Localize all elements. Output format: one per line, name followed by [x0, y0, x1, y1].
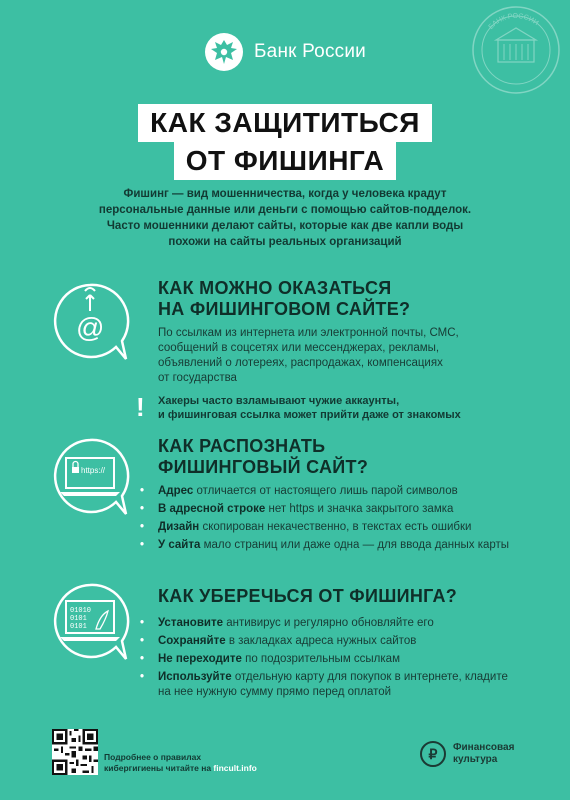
svg-text:0101: 0101 — [70, 623, 87, 631]
list-item: • Сохраняйте в закладках адреса нужных сайтов — [158, 634, 518, 649]
section2-list — [158, 484, 518, 556]
svg-text:БАНК РОССИИ: БАНК РОССИИ — [487, 12, 540, 31]
phishing-hook-icon — [50, 281, 130, 361]
svg-text:01010: 01010 — [70, 607, 92, 615]
section1-text: По ссылкам из интернета или электронной почты, СМС, сообщений в соцсетях или мессенджерах, рекламы, объявлений о лотереях, распродажах, компенсациях от государства — [158, 327, 459, 384]
laptop-lock-icon — [50, 436, 130, 516]
section2-title: КАК РАСПОЗНАТЬ ФИШИНГОВЫЙ САЙТ? — [158, 436, 369, 477]
svg-text:@: @ — [76, 312, 105, 343]
page-title-line-1: КАК ЗАЩИТИТЬСЯ — [138, 104, 432, 142]
list-item: • Адрес отличается от настоящего лишь парой символов — [158, 484, 518, 499]
list-item: • В адресной строке нет https и значка закрытого замка — [158, 502, 518, 517]
title-line-2-box — [0, 142, 570, 180]
svg-text:https://: https:// — [81, 466, 106, 475]
list-item: • Не переходите по подозрительным ссылкам — [158, 652, 518, 667]
section3-title: КАК УБЕРЕЧЬСЯ ОТ ФИШИНГА? — [158, 586, 458, 606]
fincult-link[interactable]: fincult.info — [213, 763, 257, 773]
list-item: • Используйте отдельную карту для покупок в интернете, кладите на нее нужную сумму прямо перед оплатой — [158, 670, 518, 699]
title-line-1-box — [0, 104, 570, 142]
list-item: • Дизайн скопирован некачественно, в текстах есть ошибки — [158, 520, 518, 535]
intro-text: Фишинг — вид мошенничества, когда у человека крадут персональные данные или деньги с помощью сайтов-подделок. Часто мошенники делают сайты, которые как две капли воды похожи на сайты реальных организаций — [98, 188, 472, 248]
list-item: • У сайта мало страниц или даже одна — для ввода данных карты — [158, 538, 518, 553]
bank-name: Банк России — [254, 41, 366, 62]
laptop-code-icon — [50, 581, 130, 661]
warning-mark: ! — [136, 392, 145, 422]
financial-culture-logo: ₽ Финансовая культура — [420, 741, 514, 767]
list-item: • Установите антивирус и регулярно обновляйте его — [158, 616, 518, 631]
double-headed-eagle-icon — [204, 32, 244, 72]
section1-title: КАК МОЖНО ОКАЗАТЬСЯ НА ФИШИНГОВОМ САЙТЕ? — [158, 278, 411, 319]
section1-warning: Хакеры часто взламывают чужие аккаунты, и фишинговая ссылка может прийти даже от знакомых — [158, 395, 461, 421]
bank-seal-icon — [470, 4, 562, 96]
qr-code-icon — [52, 729, 98, 775]
footer-text: Подробнее о правилах кибергигиены читайте на fincult.info — [104, 752, 257, 773]
page-title-line-2: ОТ ФИШИНГА — [174, 142, 397, 180]
ruble-icon: ₽ — [420, 741, 446, 767]
svg-text:0101: 0101 — [70, 615, 87, 623]
section3-list — [158, 616, 518, 703]
